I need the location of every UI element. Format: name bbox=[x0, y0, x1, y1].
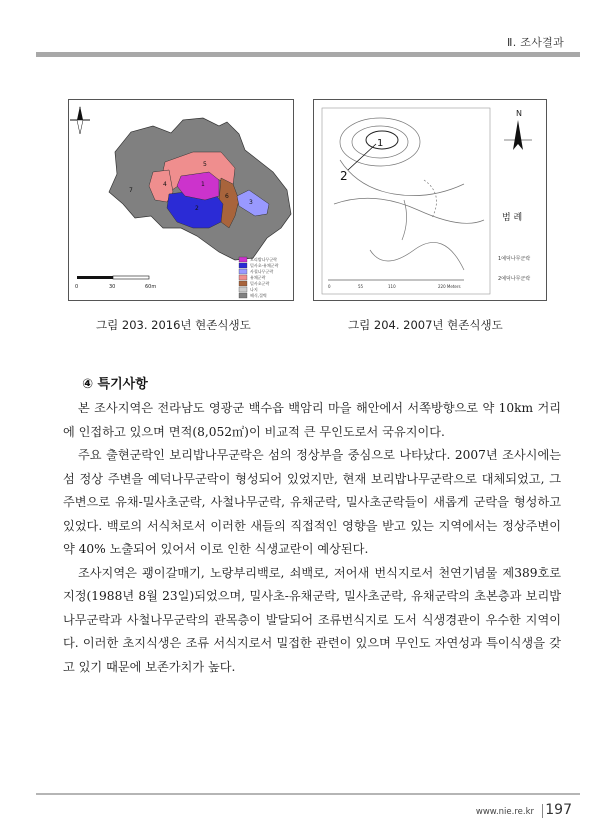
footer-separator bbox=[542, 804, 543, 818]
map-label-1: 1 bbox=[377, 138, 384, 149]
figure-204-vegetation-map-2007 bbox=[313, 99, 547, 301]
chapter-header: Ⅱ. 조사결과 bbox=[506, 36, 564, 49]
north-arrow-icon bbox=[504, 109, 532, 150]
legend-label: 2예덕나무군락 bbox=[498, 276, 531, 282]
zone-label-6: 6 bbox=[225, 193, 229, 200]
legend-label: 밀사초-유채군락 bbox=[250, 263, 279, 268]
footer-url: www.nie.re.kr bbox=[475, 807, 534, 817]
legend-title: 범 례 bbox=[502, 213, 523, 223]
legend-label: 나지 bbox=[250, 287, 258, 292]
scale-bar bbox=[328, 280, 464, 289]
header-rule bbox=[36, 52, 580, 57]
scale-label: 55 bbox=[358, 284, 364, 289]
legend-label: 해식,절벽 bbox=[250, 293, 267, 298]
legend-label: 밀사초군락 bbox=[250, 281, 270, 286]
scale-label: 30 bbox=[109, 284, 116, 290]
north-arrow-icon bbox=[70, 106, 90, 134]
figure-204-caption: 그림 204. 2007년 현존식생도 bbox=[348, 318, 503, 332]
footer-rule bbox=[36, 793, 580, 795]
zone-label-1: 1 bbox=[201, 181, 205, 188]
contour-sketch bbox=[334, 118, 484, 270]
legend-label: 보리밥나무군락 bbox=[250, 257, 278, 262]
map-label-2: 2 bbox=[340, 169, 348, 183]
zone-label-3: 3 bbox=[249, 199, 253, 206]
page-number: 197 bbox=[545, 802, 572, 818]
scale-label: 110 bbox=[388, 284, 396, 289]
figure-203-vegetation-map-2016 bbox=[68, 99, 294, 301]
legend-label: 유채군락 bbox=[250, 275, 266, 280]
map-legend bbox=[239, 256, 279, 298]
zone-label-2: 2 bbox=[195, 205, 199, 212]
paragraph: 본 조사지역은 전라남도 영광군 백수읍 백암리 마을 해안에서 서쪽방향으로 약 10km 거리에 인접하고 있으며 면적(8,052㎡)이 비교적 큰 무인도로서 국유지이다. bbox=[63, 401, 561, 439]
paragraph: 조사지역은 괭이갈매기, 노랑부리백로, 쇠백로, 저어새 번식지로서 천연기념물 제389호로 지정(1988년 8월 23일)되었으며, 밀사초-유채군락, 밀사초군락, 유채군락의 초본층과 보리밥나무군락과 사철나무군락의 관목층이 발달되어 조류번식지로 도서 식생경관이 우수한 지역이다. 이러한 초지식생은 조류 서식지로서 밀접한 관련이 있으며 무인도 자연성과 특이식생을 갖고 있기 때문에 보존가치가 높다. bbox=[63, 565, 561, 674]
scale-label: 0 bbox=[328, 284, 331, 289]
legend-label: 사철나무군락 bbox=[250, 269, 274, 274]
zone-label-5: 5 bbox=[203, 161, 207, 168]
scale-label: 220 Meters bbox=[438, 284, 461, 289]
zone-label-7: 7 bbox=[129, 187, 133, 194]
paragraph: 주요 출현군락인 보리밥나무군락은 섬의 정상부을 중심으로 나타났다. 2007년 조사시에는 섬 정상 주변을 예덕나무군락이 형성되어 있었지만, 현재 보리밥나무군락으로 대체되었고, 그 주변으로 유채-밀사초군락, 사철나무군락, 유채군락, 밀사초군락들이 새롭게 군락을 형성하고 있었다. 백로의 서식처로서 이러한 새들의 직접적인 영향을 받고 있는 지역에서는 정상주변이 약 40% 노출되어 있어서 이로 인한 식생교란이 예상된다. bbox=[63, 448, 561, 556]
figure-203-caption: 그림 203. 2016년 현존식생도 bbox=[96, 318, 251, 332]
scale-label: 60m bbox=[145, 284, 157, 290]
section-heading: ④ 특기사항 bbox=[82, 377, 148, 392]
legend-label: 1예덕나무군락 bbox=[498, 256, 531, 262]
scale-bar bbox=[75, 276, 156, 290]
zone-label-4: 4 bbox=[163, 181, 167, 188]
scale-label: 0 bbox=[75, 284, 79, 290]
body-text bbox=[63, 397, 561, 679]
svg-text:N: N bbox=[516, 109, 522, 118]
